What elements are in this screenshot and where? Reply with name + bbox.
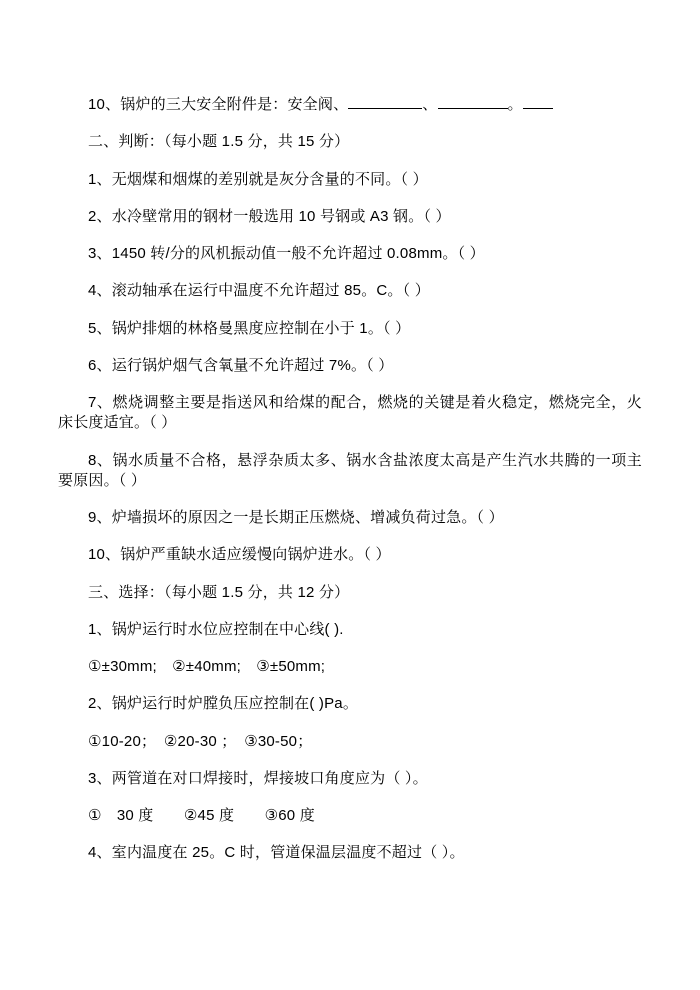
choice-question-3-options: ① 30 度 ②45 度 ③60 度 bbox=[88, 807, 315, 824]
true-false-question-10: 10、锅炉严重缺水适应缓慢向锅炉进水。（ ） bbox=[88, 546, 391, 564]
true-false-question-4: 4、滚动轴承在运行中温度不允许超过 85。C。（ ） bbox=[88, 282, 430, 300]
true-false-question-9: 9、炉墙损坏的原因之一是长期正压燃烧、增减负荷过急。（ ） bbox=[88, 509, 504, 526]
choice-question-3-stem: 3、两管道在对口焊接时，焊接坡口角度应为（ ）。 bbox=[88, 769, 428, 787]
answer-blank-1[interactable] bbox=[348, 108, 422, 109]
answer-blank-3[interactable] bbox=[523, 108, 553, 109]
true-false-question-3: 3、1450 转/分的风机振动值一般不允许超过 0.08mm。（ ） bbox=[88, 245, 485, 262]
section-heading-multiple-choice: 三、选择：（每小题 1.5 分，共 12 分） bbox=[88, 583, 350, 601]
choice-question-2-options: ①10-20； ②20-30 ； ③30-50； bbox=[88, 732, 313, 750]
true-false-question-1: 1、无烟煤和烟煤的差别就是灰分含量的不同。（ ） bbox=[88, 170, 428, 188]
true-false-question-2: 2、水冷壁常用的钢材一般选用 10 号钢或 A3 钢。（ ） bbox=[88, 207, 451, 225]
choice-question-4-stem: 4、室内温度在 25。C 时，管道保温层温度不超过（ ）。 bbox=[88, 844, 465, 862]
answer-blank-2[interactable] bbox=[438, 108, 508, 109]
separator-1: 、 bbox=[422, 96, 438, 113]
choice-question-2-stem: 2、锅炉运行时炉膛负压应控制在( )Pa。 bbox=[88, 695, 359, 713]
section-heading-true-false: 二、判断：（每小题 1.5 分，共 15 分） bbox=[88, 133, 350, 151]
true-false-question-6: 6、运行锅炉烟气含氧量不允许超过 7%。（ ） bbox=[88, 356, 394, 374]
true-false-question-5: 5、锅炉排烟的林格曼黑度应控制在小于 1。（ ） bbox=[88, 319, 411, 337]
choice-question-1-stem: 1、锅炉运行时水位应控制在中心线( ). bbox=[88, 620, 344, 638]
true-false-question-8: 8、锅水质量不合格，悬浮杂质太多、锅水含盐浓度太高是产生汽水共腾的一项主要原因。（ ） bbox=[58, 451, 642, 489]
true-false-question-7: 7、燃烧调整主要是指送风和给煤的配合，燃烧的关键是着火稳定，燃烧完全，火床长度适宜。（ ） bbox=[58, 394, 642, 432]
fill-blank-question-10 bbox=[58, 95, 642, 115]
question-text: 10、锅炉的三大安全附件是：安全阀、 bbox=[88, 96, 349, 113]
choice-question-1-options: ①±30mm; ②±40mm; ③±50mm; bbox=[88, 658, 326, 675]
separator-2: 。 bbox=[507, 96, 523, 113]
